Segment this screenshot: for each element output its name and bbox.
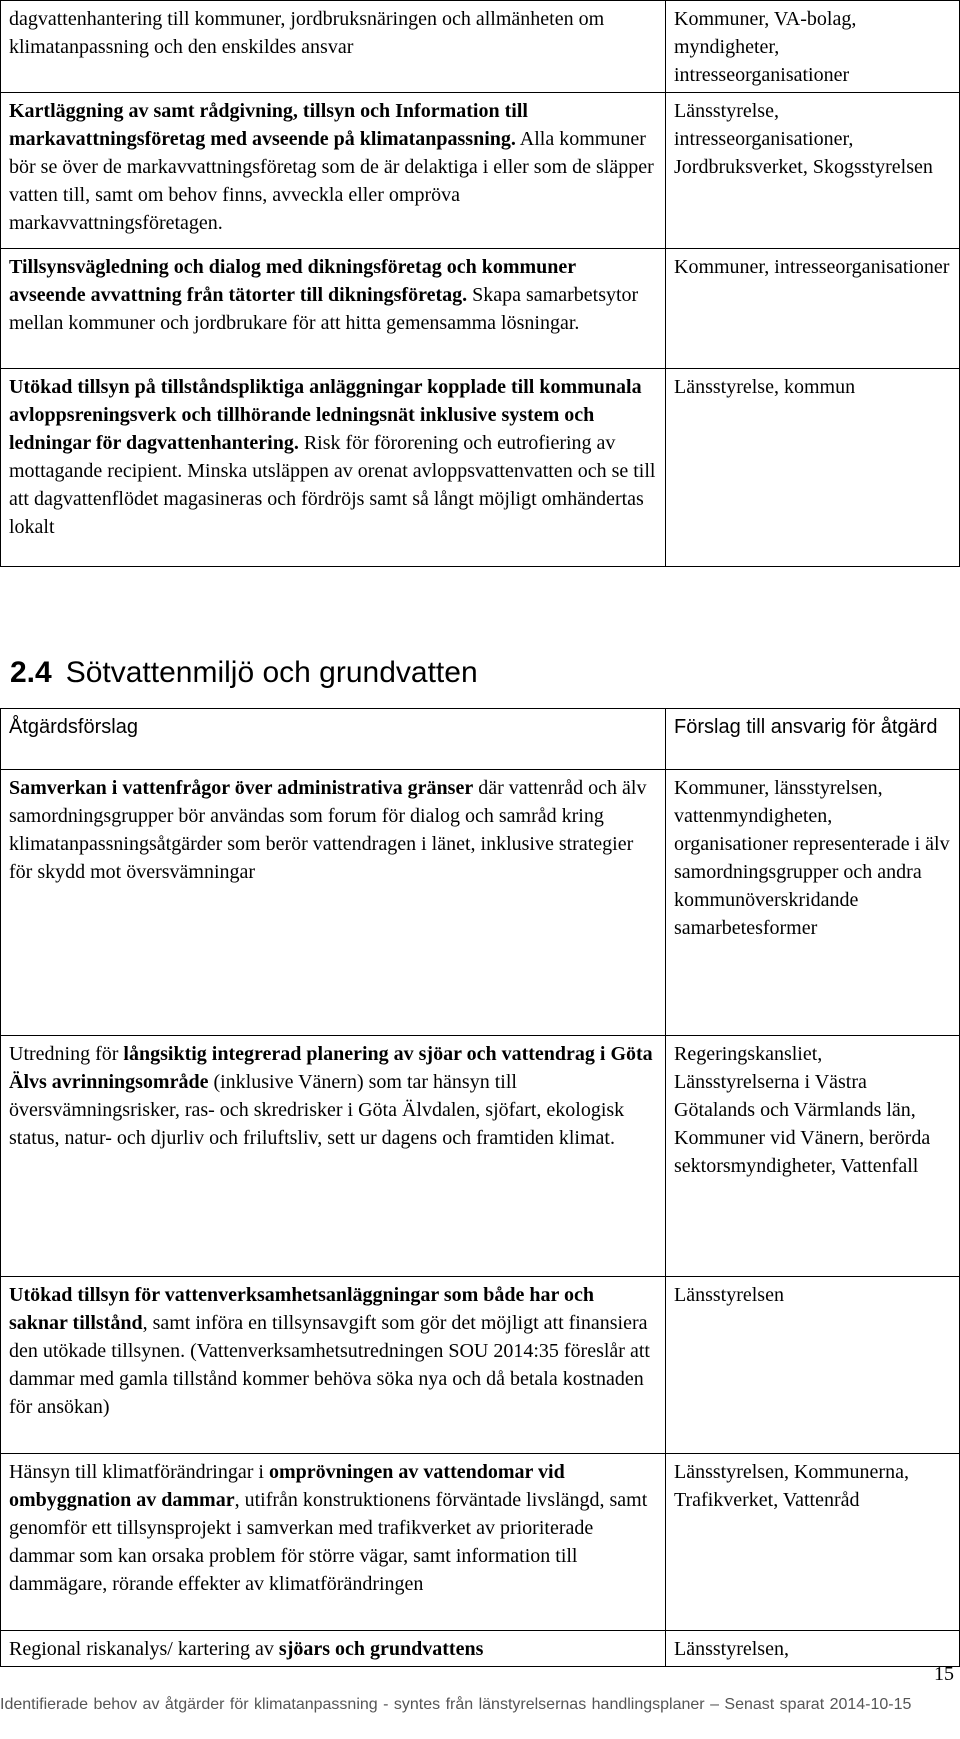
responsible-cell: Länsstyrelse, kommun: [666, 369, 960, 567]
text-run: Alla kommuner bör se över de markavvattningsföretag som de är delaktiga i eller som de släpper vatten till, samt om behov finns, avveckla eller ompröva markavvattningsföretagen.: [9, 128, 654, 234]
bold-text-run: Tillsynsvägledning och dialog med dikningsföretag och kommuner avseende avvattning från tätorter till dikningsföretag.: [9, 256, 576, 306]
text-run: Skapa samarbetsytor mellan kommuner och jordbrukare för att hitta gemensamma lösningar.: [9, 284, 639, 334]
bold-text-run: Samverkan i vattenfrågor över administrativa gränser: [9, 777, 474, 799]
text-run: Risk för förorening och eutrofiering av mottagande recipient. Minska utsläppen av orenat avloppsvattenvatten och se till att dagvattenflödet magasineras och fördröjs samt så långt möjligt omhändertas lokalt: [9, 432, 656, 538]
text-run: Regional riskanalys/ kartering av: [9, 1638, 279, 1660]
text-run: dagvattenhantering till kommuner, jordbruksnäringen och allmänheten om klimatanpassning och den enskildes ansvar: [9, 8, 605, 58]
table-row: [1, 1, 960, 93]
text-run: , samt införa en tillsynsavgift som gör det möjligt att finansiera den utökade tillsynen. (Vattenverksamhetsutredningen SOU 2014:35 föreslår att dammar med gamla tillstånd kommer behöva söka nya och då betala kostnaden för ansökan): [9, 1312, 650, 1418]
measures-table-sotvatten: [0, 708, 960, 1667]
measure-cell: [1, 1454, 666, 1631]
table-row: [1, 1454, 960, 1631]
bold-text-run: omprövningen av vattendomar vid ombyggnation av dammar: [9, 1461, 565, 1511]
measure-cell: [1, 770, 666, 1036]
bold-text-run: långsiktig integrerad planering av sjöar och vattendrag i Göta Älvs avrinningsområde: [9, 1043, 653, 1093]
column-header-measures: Åtgärdsförslag: [1, 709, 666, 770]
section-title: Sötvattenmiljö och grundvatten: [65, 656, 478, 689]
measure-cell: [1, 93, 666, 249]
bold-text-run: Utökad tillsyn på tillståndspliktiga anläggningar kopplade till kommunala avloppsreningsverk och tillhörande ledningsnät inklusive system och ledningar för dagvattenhantering.: [9, 376, 642, 454]
responsible-cell: Länsstyrelse, intresseorganisationer, Jordbruksverket, Skogsstyrelsen: [666, 93, 960, 249]
column-header-responsible: Förslag till ansvarig för åtgärd: [666, 709, 960, 770]
section-number: 2.4: [10, 656, 52, 689]
responsible-cell: Kommuner, intresseorganisationer: [666, 249, 960, 369]
text-run: , utifrån konstruktionens förväntade livslängd, samt genomför ett tillsynsprojekt i samverkan med trafikverket av prioriterade dammar som kan orsaka problem för större vägar, samt information till dammägare, rörande effekter av klimatförändringen: [9, 1489, 648, 1595]
table-header-row: [1, 709, 960, 770]
table-row: [1, 249, 960, 369]
measure-cell: [1, 1631, 666, 1667]
footer-text: Identifierade behov av åtgärder för klimatanpassning - syntes från länstyrelsernas handlingsplaner – Senast sparat 2014-10-15: [0, 1696, 912, 1713]
measure-cell: [1, 1, 666, 93]
table-row: [1, 93, 960, 249]
measure-cell: [1, 249, 666, 369]
text-run: där vattenråd och älv samordningsgrupper bör användas som forum för dialog och samråd kring klimatanpassningsåtgärder som berör vattendragen i länet, inklusive strategier för skydd mot översvämningar: [9, 777, 647, 883]
responsible-cell: Kommuner, VA-bolag, myndigheter, intresseorganisationer: [666, 1, 960, 93]
table-row: [1, 369, 960, 567]
bold-text-run: Utökad tillsyn för vattenverksamhetsanläggningar som både har och saknar tillstånd: [9, 1284, 595, 1334]
measure-cell: [1, 369, 666, 567]
section-heading: [10, 653, 478, 693]
responsible-cell: Kommuner, länsstyrelsen, vattenmyndigheten, organisationer representerade i älv samordningsgrupper och andra kommunöverskridande samarbetesformer: [666, 770, 960, 1036]
table-row: [1, 1631, 960, 1667]
measure-cell: [1, 1277, 666, 1454]
page-number: 15: [934, 1663, 954, 1685]
table-row: [1, 770, 960, 1036]
measures-table-continued: [0, 0, 960, 567]
responsible-cell: Länsstyrelsen, Kommunerna, Trafikverket, Vattenråd: [666, 1454, 960, 1631]
text-run: (inklusive Vänern) som tar hänsyn till översvämningsrisker, ras- och skredrisker i Göta Älvdalen, sjöfart, ekologisk status, natur- och djurliv och friluftsliv, sett ur dagens och framtiden klimat.: [9, 1071, 625, 1149]
text-run: Utredning för: [9, 1043, 124, 1065]
bold-text-run: Kartläggning av samt rådgivning, tillsyn och Information till markavattningsföretag med avseende på klimatanpassning.: [9, 100, 528, 150]
text-run: Hänsyn till klimatförändringar i: [9, 1461, 269, 1483]
table-row: [1, 1277, 960, 1454]
bold-text-run: sjöars och grundvattens: [278, 1638, 484, 1660]
responsible-cell: Länsstyrelsen: [666, 1277, 960, 1454]
responsible-cell: Länsstyrelsen,: [666, 1631, 960, 1667]
responsible-cell: Regeringskansliet, Länsstyrelserna i Västra Götalands och Värmlands län, Kommuner vid Vänern, berörda sektorsmyndigheter, Vattenfall: [666, 1036, 960, 1277]
measure-cell: [1, 1036, 666, 1277]
table-row: [1, 1036, 960, 1277]
